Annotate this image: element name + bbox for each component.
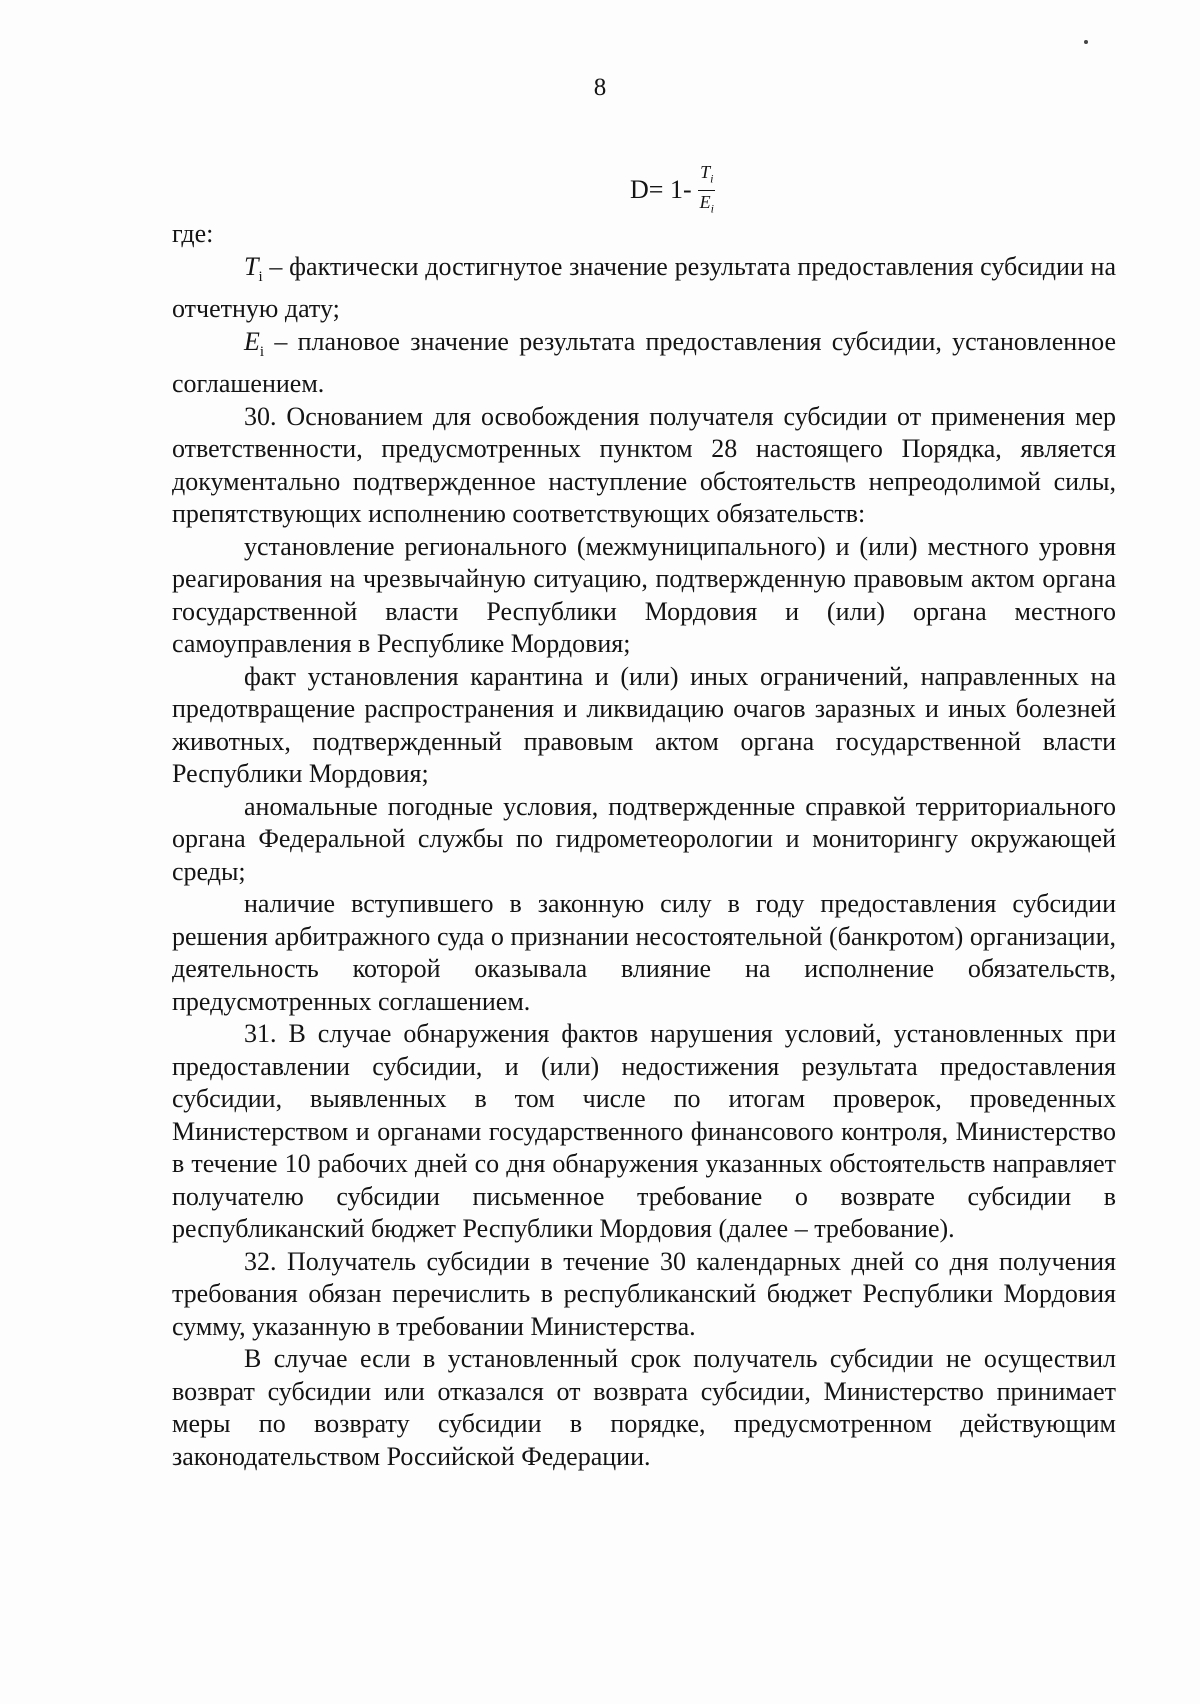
definition-t-letter: T — [244, 251, 259, 281]
definition-e-letter: E — [244, 326, 260, 356]
document-body — [172, 218, 1116, 1473]
definition-e — [172, 326, 1116, 401]
page-number: 8 — [593, 74, 607, 101]
definitions-intro: где: — [172, 219, 214, 248]
formula-numerator-symbol: T — [700, 162, 711, 182]
paragraph-32: 32. Получатель субсидии в течение 30 календарных дней со дня получения требования обязан перечислить в республиканский бюджет Республики Мордовия сумму, указанную в требовании Министерства. — [172, 1246, 1116, 1341]
paragraph-bankruptcy: наличие вступившего в законную силу в году предоставления субсидии решения арбитражного суда о признании несостоятельной (банкротом) организации, деятельность которой оказывала влияние на исполнение обязательств, предусмотренных соглашением. — [172, 889, 1116, 1016]
definition-t-sub: i — [258, 268, 263, 285]
definition-t-symbol — [244, 251, 263, 285]
formula — [630, 162, 716, 218]
formula-fraction — [698, 162, 716, 218]
formula-denominator-symbol: E — [699, 191, 711, 212]
paragraph-quarantine: факт установления карантина и (или) иных ограничений, направленных на предотвращение распространения и ликвидацию очагов заразных и иных болезней животных, подтвержденный правовым актом органа государственной власти Республики Мордовия; — [172, 661, 1116, 789]
paragraph-31: 31. В случае обнаружения фактов нарушения условий, установленных при предоставлении субсидии, и (или) недостижения результата предоставления субсидии, выявленных в том числе по итогам проверок, проведенных Министерством и органами государственного финансового контроля, Министерство в течение 10 рабочих дней со дня обнаружения указанных обстоятельств направляет получателю субсидии письменное требование о возврате субсидии в республиканский бюджет Республики Мордовия (далее – требование). — [172, 1019, 1116, 1244]
definition-e-symbol — [244, 326, 265, 360]
definition-t — [172, 251, 1116, 326]
scan-speck — [1084, 40, 1088, 44]
paragraph-30: 30. Основанием для освобождения получателя субсидии от применения мер ответственности, предусмотренных пунктом 28 настоящего Порядка, является документально подтвержденное наступление обстоятельств непреодолимой силы, препятствующих исполнению соответствующих обязательств: — [172, 401, 1116, 529]
paragraph-emergency: установление регионального (межмуниципального) и (или) местного уровня реагирования на чрезвычайную ситуацию, подтвержденную правовым актом органа государственной власти Республики Мордовия и (или) органа местного самоуправления в Республике Мордовия; — [172, 531, 1116, 659]
definition-t-text: – фактически достигнутое значение результата предоставления субсидии на отчетную дату; — [172, 251, 1116, 324]
formula-denominator — [698, 191, 716, 219]
formula-numerator-sub: i — [710, 171, 714, 186]
paragraph-weather: аномальные погодные условия, подтвержденные справкой территориального органа Федеральной службы по гидрометеорологии и мониторингу окружающей среды; — [172, 791, 1116, 886]
definition-e-sub: i — [259, 343, 265, 360]
paragraph-refund: В случае если в установленный срок получатель субсидии не осуществил возврат субсидии или отказался от возврата субсидии, Министерство принимает меры по возврату субсидии в порядке, предусмотренном действующим законодательством Российской Федерации. — [172, 1344, 1116, 1471]
formula-denominator-sub: i — [710, 201, 714, 216]
formula-numerator — [698, 162, 715, 191]
formula-lhs: D= 1- — [630, 175, 692, 205]
definition-e-text: – плановое значение результата предоставления субсидии, установленное соглашением. — [172, 326, 1116, 399]
